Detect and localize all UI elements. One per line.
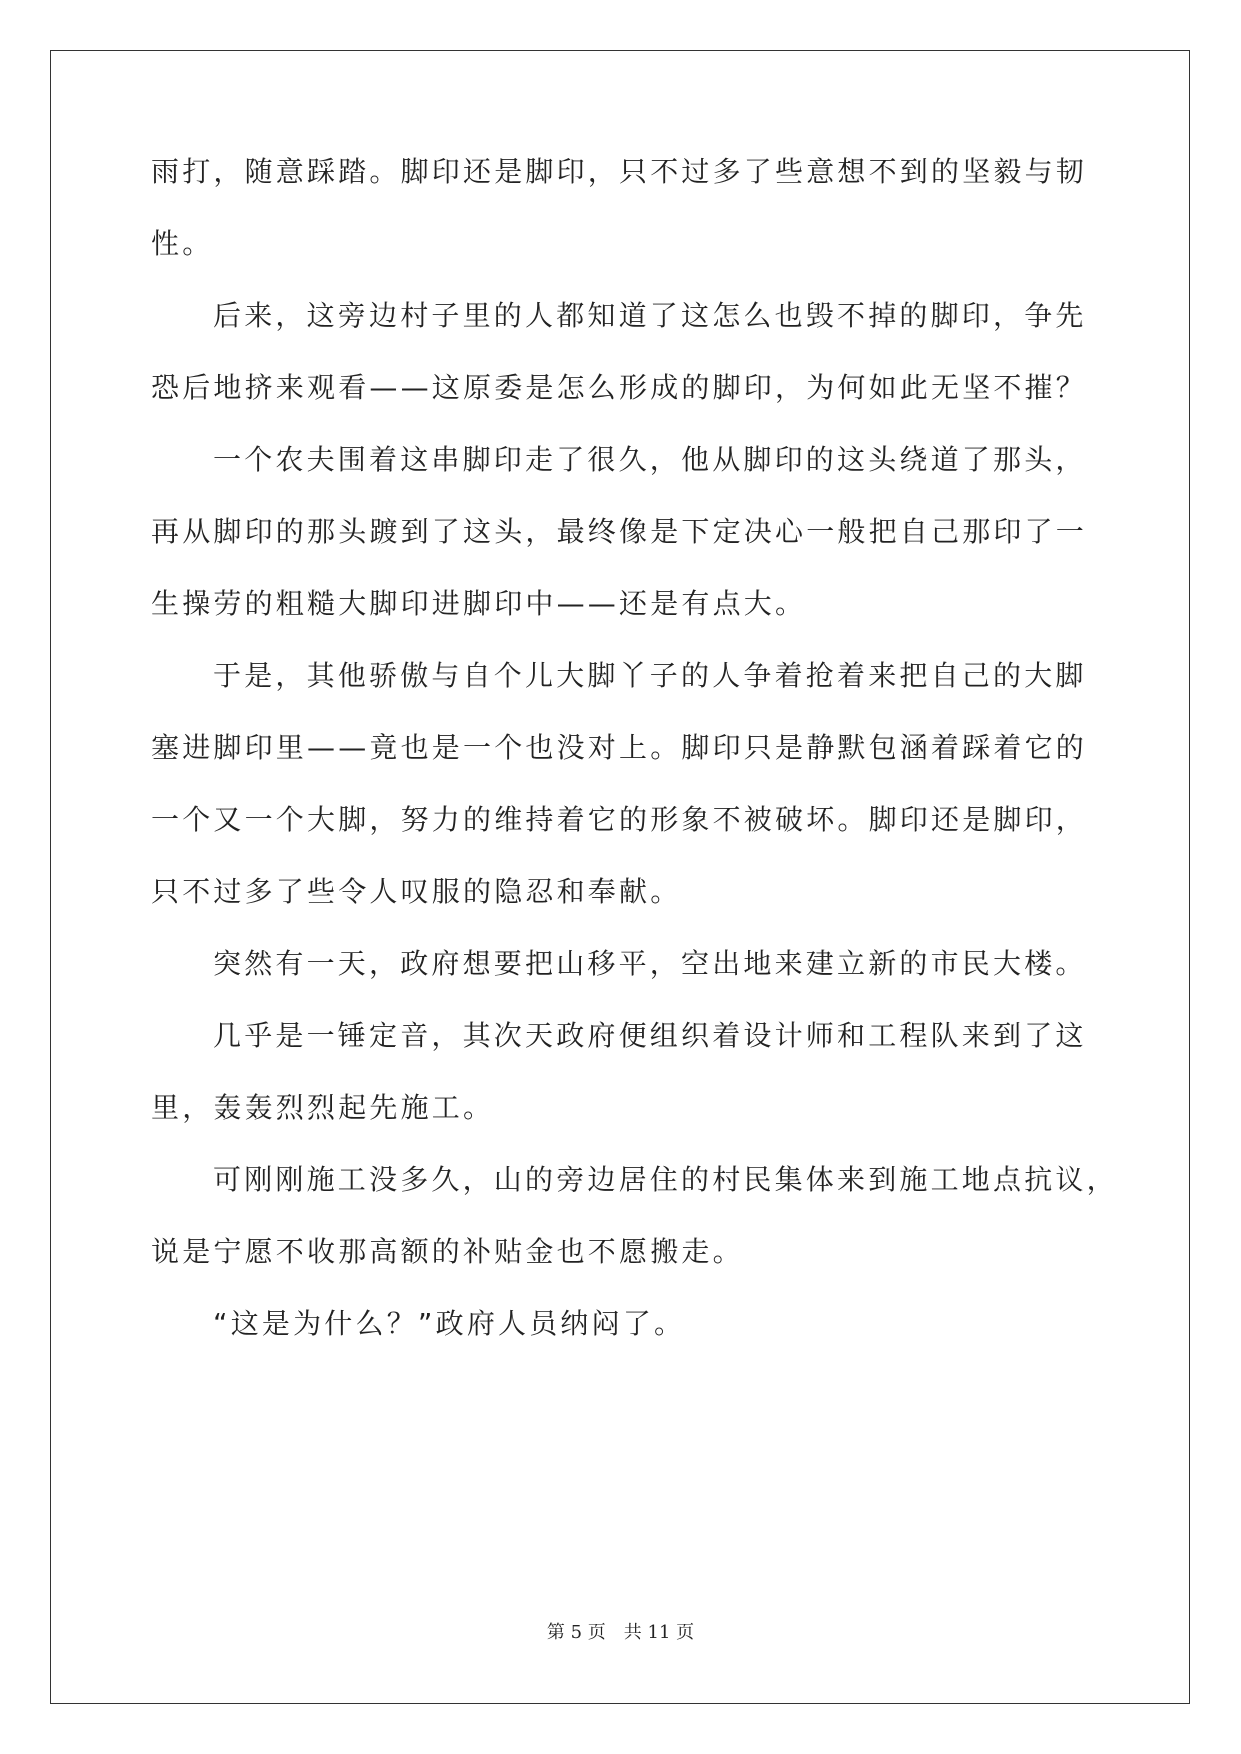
body-text-line: “这是为什么？”政府人员纳闷了。 — [213, 1307, 686, 1340]
body-text-line: 一个又一个大脚，努力的维持着它的形象不被破坏。脚印还是脚印， — [151, 803, 1088, 836]
body-text-line: 说是宁愿不收那高额的补贴金也不愿搬走。 — [151, 1235, 744, 1268]
body-text-line: 只不过多了些令人叹服的隐忍和奉献。 — [151, 875, 682, 908]
body-text-line: 生操劳的粗糙大脚印进脚印中——还是有点大。 — [151, 587, 807, 620]
body-text-line: 可刚刚施工没多久，山的旁边居住的村民集体来到施工地点抗议， — [213, 1163, 1118, 1196]
body-text-line: 突然有一天，政府想要把山移平，空出地来建立新的市民大楼。 — [213, 947, 1087, 980]
body-text-line: 里，轰轰烈烈起先施工。 — [151, 1091, 495, 1124]
body-text-line: 雨打，随意踩踏。脚印还是脚印，只不过多了些意想不到的坚毅与韧 — [151, 155, 1088, 188]
page-number-footer: 第 5 页 共 11 页 — [546, 1622, 695, 1643]
body-text-line: 恐后地挤来观看——这原委是怎么形成的脚印，为何如此无坚不摧？ — [151, 371, 1088, 404]
body-text-line: 塞进脚印里——竟也是一个也没对上。脚印只是静默包涵着踩着它的 — [151, 731, 1088, 764]
body-text-line: 于是，其他骄傲与自个儿大脚丫子的人争着抢着来把自己的大脚 — [213, 659, 1087, 692]
body-text-line: 一个农夫围着这串脚印走了很久，他从脚印的这头绕道了那头， — [213, 443, 1087, 476]
body-text-line: 几乎是一锤定音，其次天政府便组织着设计师和工程队来到了这 — [213, 1019, 1087, 1052]
body-text-line: 后来，这旁边村子里的人都知道了这怎么也毁不掉的脚印，争先 — [213, 299, 1087, 332]
body-text-line: 再从脚印的那头踱到了这头，最终像是下定决心一般把自己那印了一 — [151, 515, 1088, 548]
body-text-line: 性。 — [151, 227, 214, 260]
